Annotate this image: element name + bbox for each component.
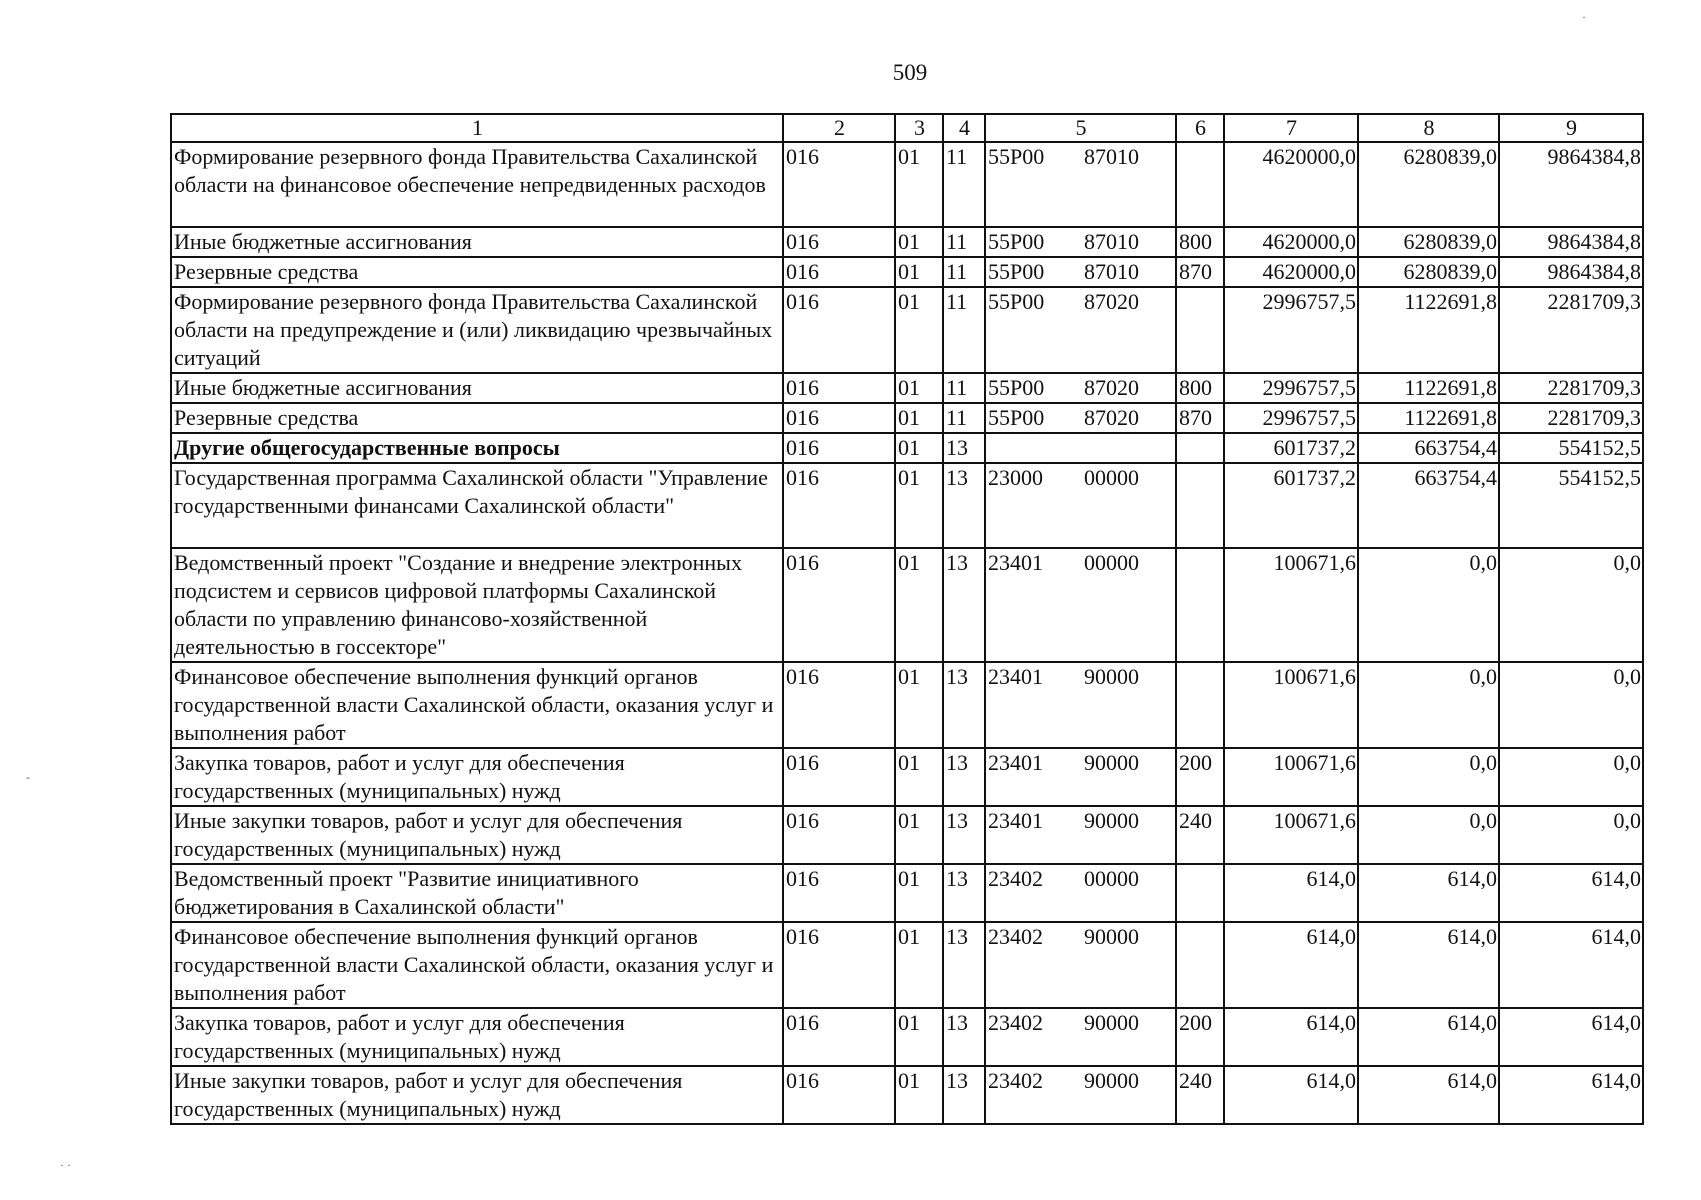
amount-cell-8: 1122691,8 (1358, 373, 1499, 403)
amount-cell-8: 614,0 (1358, 922, 1499, 1008)
code-cell-2: 016 (783, 1066, 895, 1124)
code-cell-4: 11 (943, 373, 985, 403)
program-code: 55Р00 (988, 375, 1045, 400)
code-cell-4: 13 (943, 748, 985, 806)
row-name-cell: Другие общегосударственные вопросы (171, 433, 783, 463)
direction-code: 90000 (1084, 808, 1139, 833)
code-cell-3: 01 (895, 864, 943, 922)
code-cell-2: 016 (783, 227, 895, 257)
code-cell-4: 13 (943, 548, 985, 662)
code-cell-6: 800 (1176, 373, 1224, 403)
row-name-cell: Иные закупки товаров, работ и услуг для обеспечения государственных (муниципальных) нужд (171, 1066, 783, 1124)
amount-cell-8: 663754,4 (1358, 433, 1499, 463)
amount-cell-7: 614,0 (1224, 922, 1358, 1008)
program-code: 23401 (988, 808, 1043, 833)
code-cell-6 (1176, 142, 1224, 227)
code-cell-5 (985, 227, 1176, 257)
header-cell: 4 (943, 114, 985, 142)
program-code: 55Р00 (988, 229, 1045, 254)
amount-cell-7: 100671,6 (1224, 548, 1358, 662)
program-code: 23402 (988, 866, 1043, 891)
code-cell-3: 01 (895, 548, 943, 662)
amount-cell-9: 0,0 (1499, 806, 1643, 864)
program-code: 23402 (988, 1010, 1043, 1035)
amount-cell-9: 9864384,8 (1499, 257, 1643, 287)
code-cell-3: 01 (895, 433, 943, 463)
amount-cell-9: 9864384,8 (1499, 142, 1643, 227)
code-cell-4: 11 (943, 257, 985, 287)
row-name-cell: Формирование резервного фонда Правительства Сахалинской области на предупреждение и (или) ликвидацию чрезвычайных ситуаций (171, 287, 783, 373)
code-cell-5 (985, 1008, 1176, 1066)
code-cell-4: 13 (943, 806, 985, 864)
code-cell-2: 016 (783, 433, 895, 463)
header-cell: 9 (1499, 114, 1643, 142)
code-cell-4: 11 (943, 287, 985, 373)
row-name-cell: Резервные средства (171, 257, 783, 287)
header-cell: 7 (1224, 114, 1358, 142)
code-cell-2: 016 (783, 373, 895, 403)
header-cell: 5 (985, 114, 1176, 142)
program-code: 55Р00 (988, 144, 1045, 169)
table-row (171, 864, 1643, 922)
code-cell-4: 11 (943, 142, 985, 227)
code-cell-6: 240 (1176, 1066, 1224, 1124)
code-cell-5 (985, 1066, 1176, 1124)
page-number: 509 (892, 60, 928, 85)
table-body (171, 142, 1643, 1124)
code-cell-4: 13 (943, 922, 985, 1008)
header-cell: 1 (171, 114, 783, 142)
amount-cell-7: 2996757,5 (1224, 373, 1358, 403)
code-cell-5 (985, 403, 1176, 433)
program-code: 23402 (988, 1068, 1043, 1093)
header-cell: 6 (1176, 114, 1224, 142)
amount-cell-9: 0,0 (1499, 548, 1643, 662)
direction-code: 87010 (1084, 259, 1139, 284)
code-cell-6: 200 (1176, 748, 1224, 806)
code-cell-2: 016 (783, 463, 895, 548)
amount-cell-9: 554152,5 (1499, 433, 1643, 463)
table-row (171, 433, 1643, 463)
direction-code: 87010 (1084, 144, 1139, 169)
code-cell-2: 016 (783, 142, 895, 227)
row-name-cell: Закупка товаров, работ и услуг для обеспечения государственных (муниципальных) нужд (171, 1008, 783, 1066)
code-cell-3: 01 (895, 373, 943, 403)
program-code: 23401 (988, 550, 1043, 575)
code-cell-5 (985, 463, 1176, 548)
table-row (171, 463, 1643, 548)
amount-cell-8: 6280839,0 (1358, 257, 1499, 287)
code-cell-3: 01 (895, 227, 943, 257)
amount-cell-9: 2281709,3 (1499, 373, 1643, 403)
code-cell-6 (1176, 463, 1224, 548)
code-cell-3: 01 (895, 922, 943, 1008)
row-name-cell: Финансовое обеспечение выполнения функций органов государственной власти Сахалинской области, оказания услуг и выполнения работ (171, 922, 783, 1008)
code-cell-6 (1176, 433, 1224, 463)
program-code: 55Р00 (988, 259, 1045, 284)
amount-cell-9: 2281709,3 (1499, 287, 1643, 373)
amount-cell-7: 2996757,5 (1224, 287, 1358, 373)
code-cell-5 (985, 287, 1176, 373)
amount-cell-8: 1122691,8 (1358, 403, 1499, 433)
budget-table (170, 113, 1644, 1125)
code-cell-3: 01 (895, 748, 943, 806)
amount-cell-7: 601737,2 (1224, 433, 1358, 463)
amount-cell-9: 554152,5 (1499, 463, 1643, 548)
amount-cell-7: 601737,2 (1224, 463, 1358, 548)
code-cell-6: 240 (1176, 806, 1224, 864)
code-cell-6 (1176, 864, 1224, 922)
code-cell-2: 016 (783, 864, 895, 922)
code-cell-3: 01 (895, 403, 943, 433)
code-cell-3: 01 (895, 257, 943, 287)
row-name-cell: Государственная программа Сахалинской области "Управление государственными финансами Сахалинской области" (171, 463, 783, 548)
direction-code: 87020 (1084, 405, 1139, 430)
amount-cell-7: 2996757,5 (1224, 403, 1358, 433)
code-cell-4: 13 (943, 1008, 985, 1066)
program-code: 55Р00 (988, 289, 1045, 314)
row-name-cell: Финансовое обеспечение выполнения функций органов государственной власти Сахалинской области, оказания услуг и выполнения работ (171, 662, 783, 748)
program-code: 23401 (988, 664, 1043, 689)
row-name-cell: Иные бюджетные ассигнования (171, 373, 783, 403)
amount-cell-7: 614,0 (1224, 1066, 1358, 1124)
direction-code: 90000 (1084, 1010, 1139, 1035)
code-cell-5 (985, 922, 1176, 1008)
code-cell-4: 13 (943, 463, 985, 548)
header-cell: 2 (783, 114, 895, 142)
amount-cell-9: 614,0 (1499, 922, 1643, 1008)
table-row (171, 257, 1643, 287)
amount-cell-8: 6280839,0 (1358, 142, 1499, 227)
scan-speck: · · (60, 1158, 71, 1172)
code-cell-3: 01 (895, 1008, 943, 1066)
code-cell-6: 200 (1176, 1008, 1224, 1066)
code-cell-4: 11 (943, 227, 985, 257)
amount-cell-9: 0,0 (1499, 748, 1643, 806)
amount-cell-7: 100671,6 (1224, 662, 1358, 748)
code-cell-6 (1176, 662, 1224, 748)
code-cell-2: 016 (783, 403, 895, 433)
scan-speck: · (1582, 10, 1586, 24)
code-cell-6: 870 (1176, 257, 1224, 287)
direction-code: 87020 (1084, 289, 1139, 314)
direction-code: 90000 (1084, 750, 1139, 775)
code-cell-4: 13 (943, 1066, 985, 1124)
code-cell-2: 016 (783, 748, 895, 806)
amount-cell-9: 2281709,3 (1499, 403, 1643, 433)
code-cell-2: 016 (783, 287, 895, 373)
code-cell-3: 01 (895, 287, 943, 373)
code-cell-4: 11 (943, 403, 985, 433)
row-name-cell: Иные закупки товаров, работ и услуг для обеспечения государственных (муниципальных) нужд (171, 806, 783, 864)
row-name-cell: Иные бюджетные ассигнования (171, 227, 783, 257)
amount-cell-7: 4620000,0 (1224, 142, 1358, 227)
amount-cell-7: 614,0 (1224, 864, 1358, 922)
row-name-cell: Ведомственный проект "Создание и внедрение электронных подсистем и сервисов цифровой платформы Сахалинской области по управлению финансово-хозяйственной деятельностью в госсекторе" (171, 548, 783, 662)
code-cell-3: 01 (895, 806, 943, 864)
code-cell-6: 870 (1176, 403, 1224, 433)
table-row (171, 227, 1643, 257)
code-cell-3: 01 (895, 142, 943, 227)
header-cell: 8 (1358, 114, 1499, 142)
table-row (171, 403, 1643, 433)
amount-cell-8: 0,0 (1358, 748, 1499, 806)
code-cell-3: 01 (895, 1066, 943, 1124)
amount-cell-9: 614,0 (1499, 1008, 1643, 1066)
table-row (171, 1008, 1643, 1066)
direction-code: 00000 (1084, 866, 1139, 891)
amount-cell-8: 6280839,0 (1358, 227, 1499, 257)
code-cell-2: 016 (783, 662, 895, 748)
code-cell-2: 016 (783, 806, 895, 864)
direction-code: 00000 (1084, 465, 1139, 490)
amount-cell-7: 100671,6 (1224, 806, 1358, 864)
table-row (171, 748, 1643, 806)
table-row (171, 287, 1643, 373)
program-code: 55Р00 (988, 405, 1045, 430)
direction-code: 00000 (1084, 550, 1139, 575)
program-code: 23402 (988, 924, 1043, 949)
code-cell-5 (985, 662, 1176, 748)
amount-cell-8: 614,0 (1358, 864, 1499, 922)
direction-code: 90000 (1084, 664, 1139, 689)
amount-cell-8: 614,0 (1358, 1008, 1499, 1066)
code-cell-5 (985, 142, 1176, 227)
amount-cell-8: 1122691,8 (1358, 287, 1499, 373)
code-cell-4: 13 (943, 662, 985, 748)
code-cell-3: 01 (895, 662, 943, 748)
code-cell-4: 13 (943, 864, 985, 922)
table-row (171, 662, 1643, 748)
direction-code: 87020 (1084, 375, 1139, 400)
amount-cell-8: 663754,4 (1358, 463, 1499, 548)
direction-code: 90000 (1084, 924, 1139, 949)
table-row (171, 548, 1643, 662)
code-cell-2: 016 (783, 922, 895, 1008)
code-cell-5 (985, 806, 1176, 864)
code-cell-2: 016 (783, 257, 895, 287)
amount-cell-9: 614,0 (1499, 864, 1643, 922)
scan-speck: - (26, 770, 30, 784)
code-cell-5 (985, 373, 1176, 403)
direction-code: 90000 (1084, 1068, 1139, 1093)
code-cell-5 (985, 257, 1176, 287)
amount-cell-8: 614,0 (1358, 1066, 1499, 1124)
amount-cell-9: 0,0 (1499, 662, 1643, 748)
program-code: 23401 (988, 750, 1043, 775)
table-row (171, 142, 1643, 227)
code-cell-6 (1176, 922, 1224, 1008)
amount-cell-7: 100671,6 (1224, 748, 1358, 806)
header-cell: 3 (895, 114, 943, 142)
row-name-cell: Резервные средства (171, 403, 783, 433)
amount-cell-9: 614,0 (1499, 1066, 1643, 1124)
code-cell-2: 016 (783, 1008, 895, 1066)
code-cell-4: 13 (943, 433, 985, 463)
amount-cell-8: 0,0 (1358, 662, 1499, 748)
row-name-cell: Формирование резервного фонда Правительства Сахалинской области на финансовое обеспечение непредвиденных расходов (171, 142, 783, 227)
table-row (171, 373, 1643, 403)
code-cell-5 (985, 548, 1176, 662)
table-row (171, 922, 1643, 1008)
amount-cell-7: 614,0 (1224, 1008, 1358, 1066)
table-row (171, 806, 1643, 864)
code-cell-5 (985, 433, 1176, 463)
row-name-cell: Ведомственный проект "Развитие инициативного бюджетирования в Сахалинской области" (171, 864, 783, 922)
amount-cell-8: 0,0 (1358, 806, 1499, 864)
program-code: 23000 (988, 465, 1043, 490)
header-row (171, 114, 1643, 142)
code-cell-6 (1176, 287, 1224, 373)
amount-cell-7: 4620000,0 (1224, 257, 1358, 287)
code-cell-3: 01 (895, 463, 943, 548)
code-cell-2: 016 (783, 548, 895, 662)
code-cell-5 (985, 748, 1176, 806)
table-row (171, 1066, 1643, 1124)
code-cell-5 (985, 864, 1176, 922)
amount-cell-7: 4620000,0 (1224, 227, 1358, 257)
code-cell-6 (1176, 548, 1224, 662)
row-name-cell: Закупка товаров, работ и услуг для обеспечения государственных (муниципальных) нужд (171, 748, 783, 806)
amount-cell-9: 9864384,8 (1499, 227, 1643, 257)
amount-cell-8: 0,0 (1358, 548, 1499, 662)
code-cell-6: 800 (1176, 227, 1224, 257)
direction-code: 87010 (1084, 229, 1139, 254)
